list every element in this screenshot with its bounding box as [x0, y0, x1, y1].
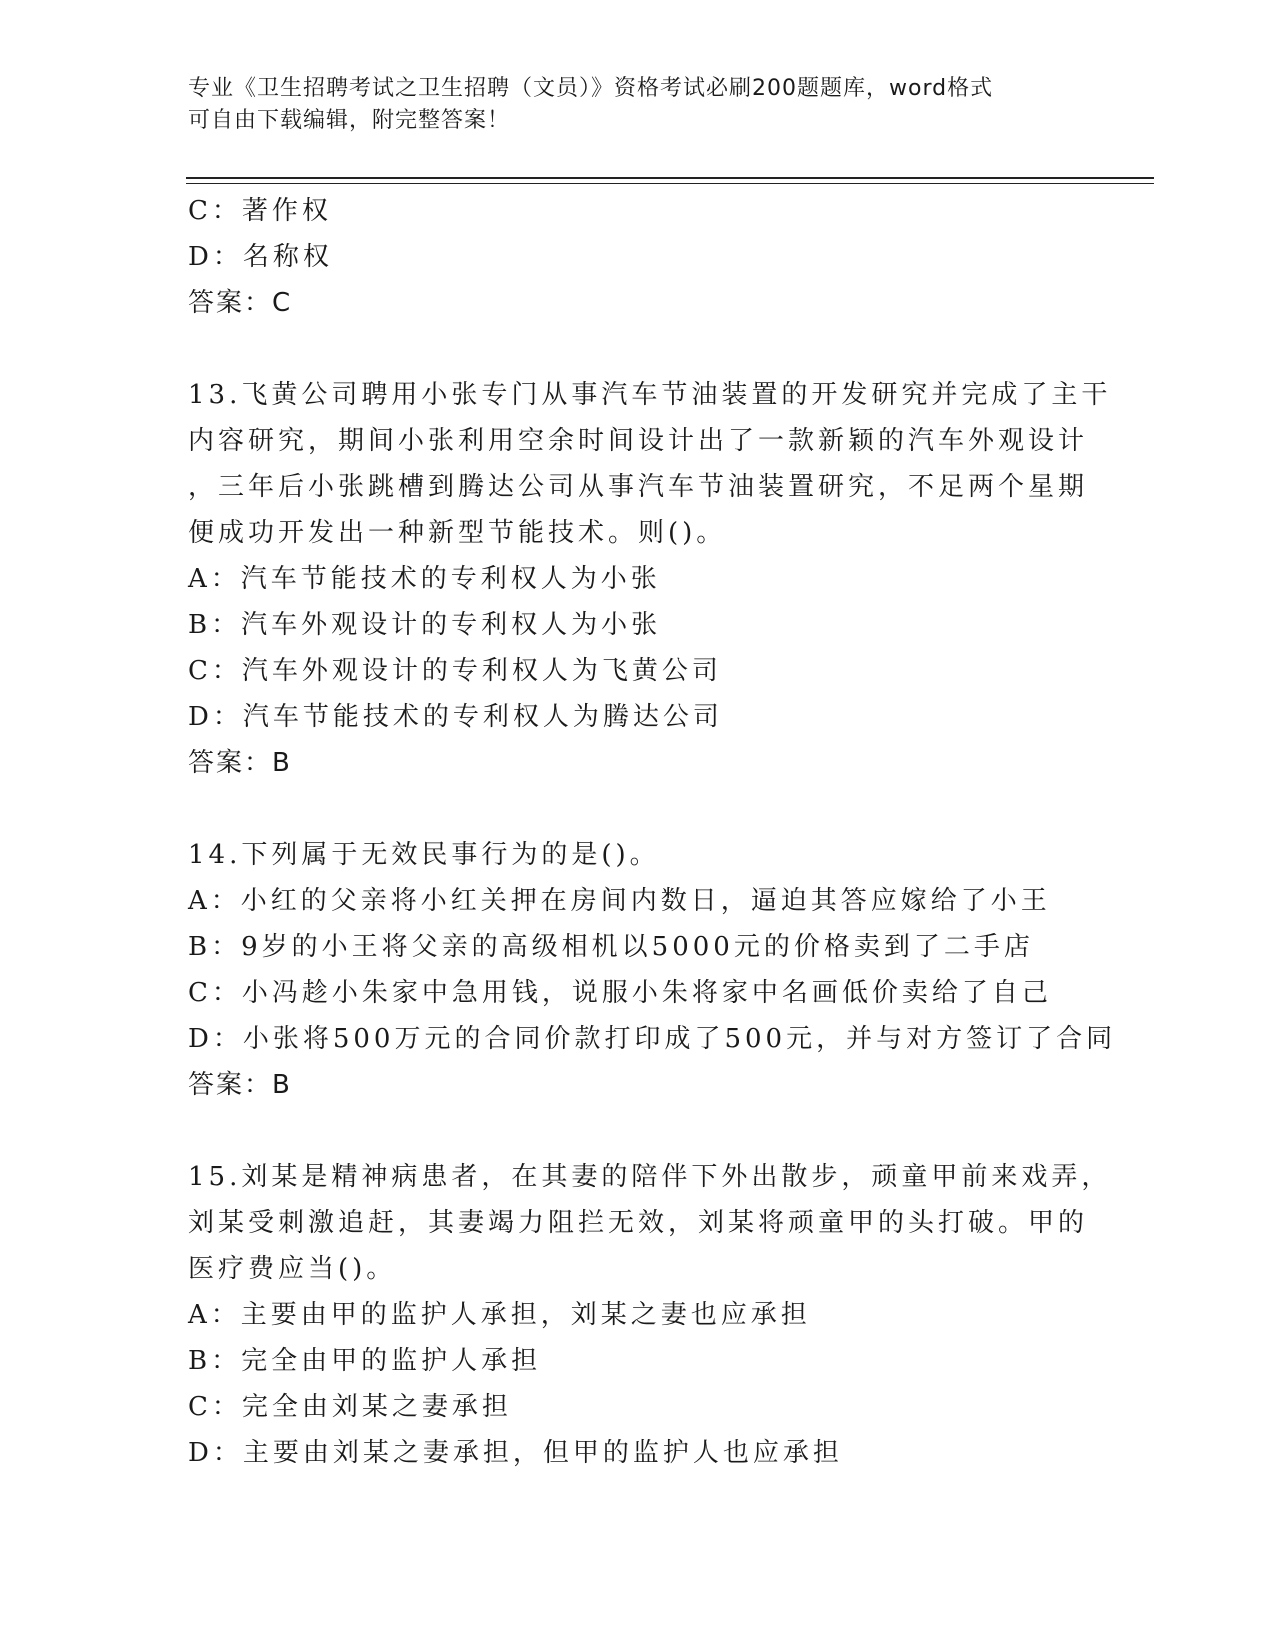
question-stem: 便成功开发出一种新型节能技术。则()。	[188, 518, 727, 548]
spacer	[188, 1108, 1088, 1154]
question-stem: 医疗费应当()。	[188, 1254, 397, 1284]
option-a: A：主要由甲的监护人承担，刘某之妻也应承担	[188, 1300, 811, 1330]
question-12-tail	[188, 188, 1088, 326]
option-a: A：汽车节能技术的专利权人为小张	[188, 564, 661, 594]
header-rule-thick	[186, 177, 1154, 179]
question-stem: ，三年后小张跳槽到腾达公司从事汽车节油装置研究，不足两个星期	[188, 472, 1089, 502]
document-body	[188, 188, 1117, 1476]
spacer	[188, 326, 1088, 372]
document-header	[188, 73, 1068, 137]
question-stem: 内容研究，期间小张利用空余时间设计出了一款新颖的汽车外观设计	[188, 426, 1089, 456]
question-stem: 14.下列属于无效民事行为的是()。	[188, 840, 660, 870]
option-c: C：著作权	[188, 196, 332, 226]
option-c: C：汽车外观设计的专利权人为飞黄公司	[188, 656, 722, 686]
answer-line: 答案：C	[188, 288, 293, 318]
question-stem: 刘某受刺激追赶，其妻竭力阻拦无效，刘某将顽童甲的头打破。甲的	[188, 1208, 1089, 1238]
header-line-1: 专业《卫生招聘考试之卫生招聘（文员）》资格考试必刷200题题库，word格式	[188, 76, 994, 101]
question-13	[188, 372, 1112, 786]
header-rule-thin	[186, 183, 1154, 184]
option-a: A：小红的父亲将小红关押在房间内数日，逼迫其答应嫁给了小王	[188, 886, 1051, 916]
question-stem: 13.飞黄公司聘用小张专门从事汽车节油装置的开发研究并完成了主干	[188, 380, 1112, 410]
option-d: D：主要由刘某之妻承担，但甲的监护人也应承担	[188, 1438, 843, 1468]
question-stem: 15.刘某是精神病患者，在其妻的陪伴下外出散步，顽童甲前来戏弄，	[188, 1162, 1112, 1192]
answer-line: 答案：B	[188, 748, 292, 778]
option-b: B：完全由甲的监护人承担	[188, 1346, 542, 1376]
header-line-2: 可自由下载编辑，附完整答案！	[188, 108, 511, 133]
option-d: D：小张将500万元的合同价款打印成了500元，并与对方签订了合同	[188, 1024, 1117, 1054]
option-b: B：9岁的小王将父亲的高级相机以5000元的价格卖到了二手店	[188, 932, 1034, 962]
option-c: C：小冯趁小朱家中急用钱，说服小朱将家中名画低价卖给了自己	[188, 978, 1052, 1008]
option-d: D：汽车节能技术的专利权人为腾达公司	[188, 702, 723, 732]
question-14	[188, 832, 1117, 1108]
question-15	[188, 1154, 1112, 1476]
option-d: D：名称权	[188, 242, 333, 272]
answer-line: 答案：B	[188, 1070, 292, 1100]
option-c: C：完全由刘某之妻承担	[188, 1392, 512, 1422]
spacer	[188, 786, 1088, 832]
option-b: B：汽车外观设计的专利权人为小张	[188, 610, 662, 640]
